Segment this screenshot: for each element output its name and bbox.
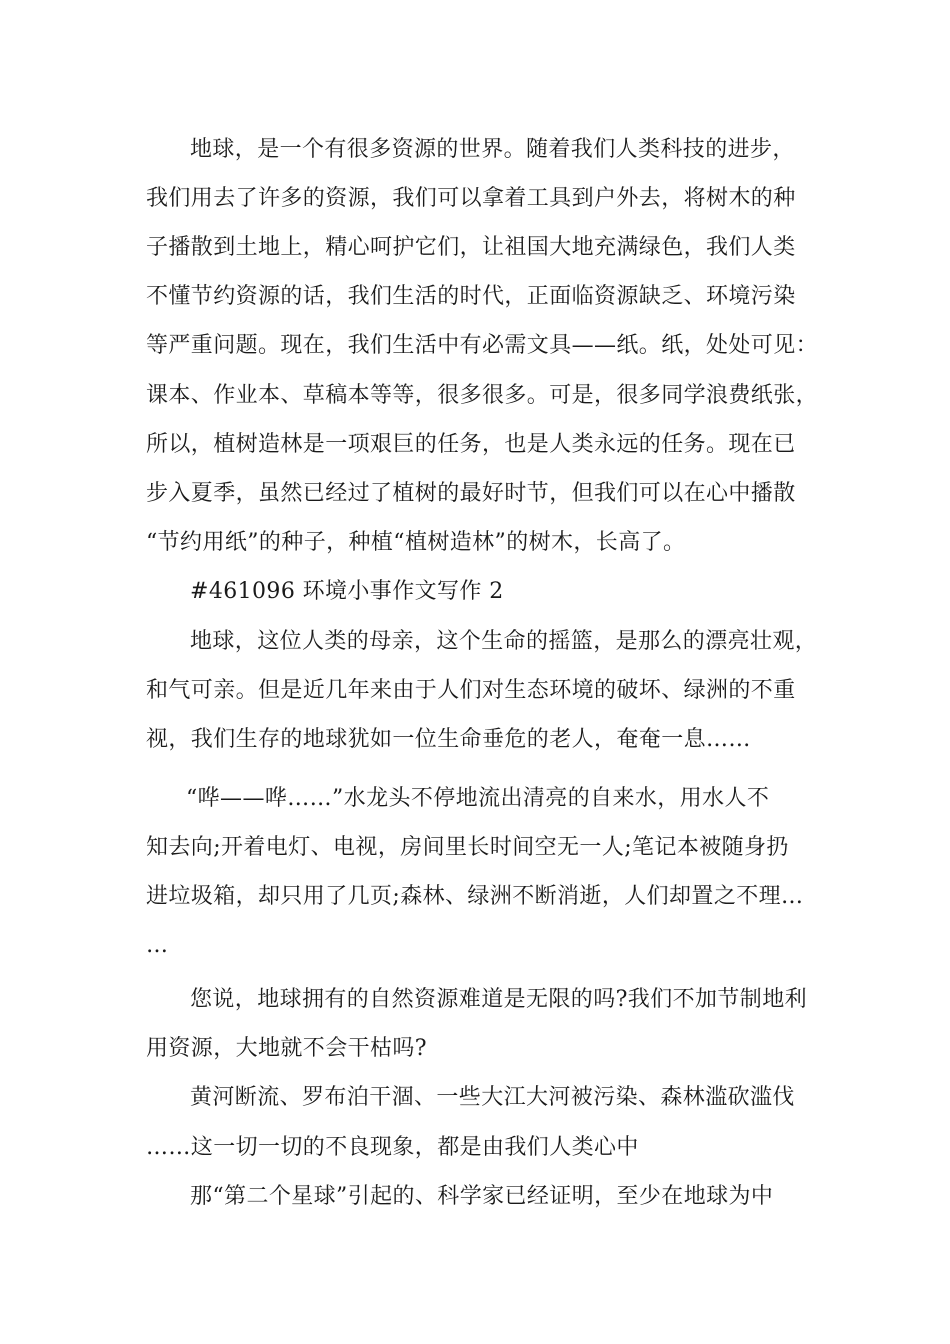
paragraph-line: ……这一切一切的不良现象，都是由我们人类心中 — [146, 1135, 639, 1160]
paragraph-line: 子播散到土地上，精心呵护它们，让祖国大地充满绿色，我们人类 — [146, 235, 796, 260]
paragraph-line: 地球，是一个有很多资源的世界。随着我们人类科技的进步， — [190, 137, 795, 162]
paragraph-line: … — [146, 933, 169, 958]
paragraph-line: 知去向;开着电灯、电视，房间里长时间空无一人;笔记本被随身扔 — [146, 835, 789, 860]
section-heading: #461096 环境小事作文写作 2 — [190, 579, 504, 604]
paragraph-line: 等严重问题。现在，我们生活中有必需文具——纸。纸，处处可见： — [146, 333, 819, 358]
paragraph-line: 您说，地球拥有的自然资源难道是无限的吗?我们不加节制地利 — [190, 987, 807, 1012]
paragraph-line: 黄河断流、罗布泊干涸、一些大江大河被污染、森林滥砍滥伐 — [190, 1085, 795, 1110]
paragraph-line: 那“第二个星球”引起的、科学家已经证明，至少在地球为中 — [190, 1184, 774, 1209]
paragraph-line: 用资源，大地就不会干枯吗? — [146, 1036, 427, 1061]
paragraph-line: 和气可亲。但是近几年来由于人们对生态环境的破坏、绿洲的不重 — [146, 678, 796, 703]
paragraph-line: 所以，植树造林是一项艰巨的任务，也是人类永远的任务。现在已 — [146, 432, 796, 457]
paragraph-line: 视，我们生存的地球犹如一位生命垂危的老人，奄奄一息…… — [146, 727, 751, 752]
paragraph-line: “哗——哗……”水龙头不停地流出清亮的自来水，用水人不 — [186, 786, 770, 811]
paragraph-line: 进垃圾箱，却只用了几页;森林、绿洲不断消逝，人们却置之不理… — [146, 884, 804, 909]
paragraph-line: 课本、作业本、草稿本等等，很多很多。可是，很多同学浪费纸张， — [146, 383, 819, 408]
paragraph-line: 步入夏季，虽然已经过了植树的最好时节，但我们可以在心中播散 — [146, 481, 796, 506]
paragraph-line: “节约用纸”的种子，种植“植树造林”的树木，长高了。 — [146, 530, 686, 555]
paragraph-line: 地球，这位人类的母亲，这个生命的摇篮，是那么的漂亮壮观， — [190, 629, 818, 654]
paragraph-line: 不懂节约资源的话，我们生活的时代，正面临资源缺乏、环境污染 — [146, 284, 796, 309]
paragraph-line: 我们用去了许多的资源，我们可以拿着工具到户外去，将树木的种 — [146, 186, 796, 211]
